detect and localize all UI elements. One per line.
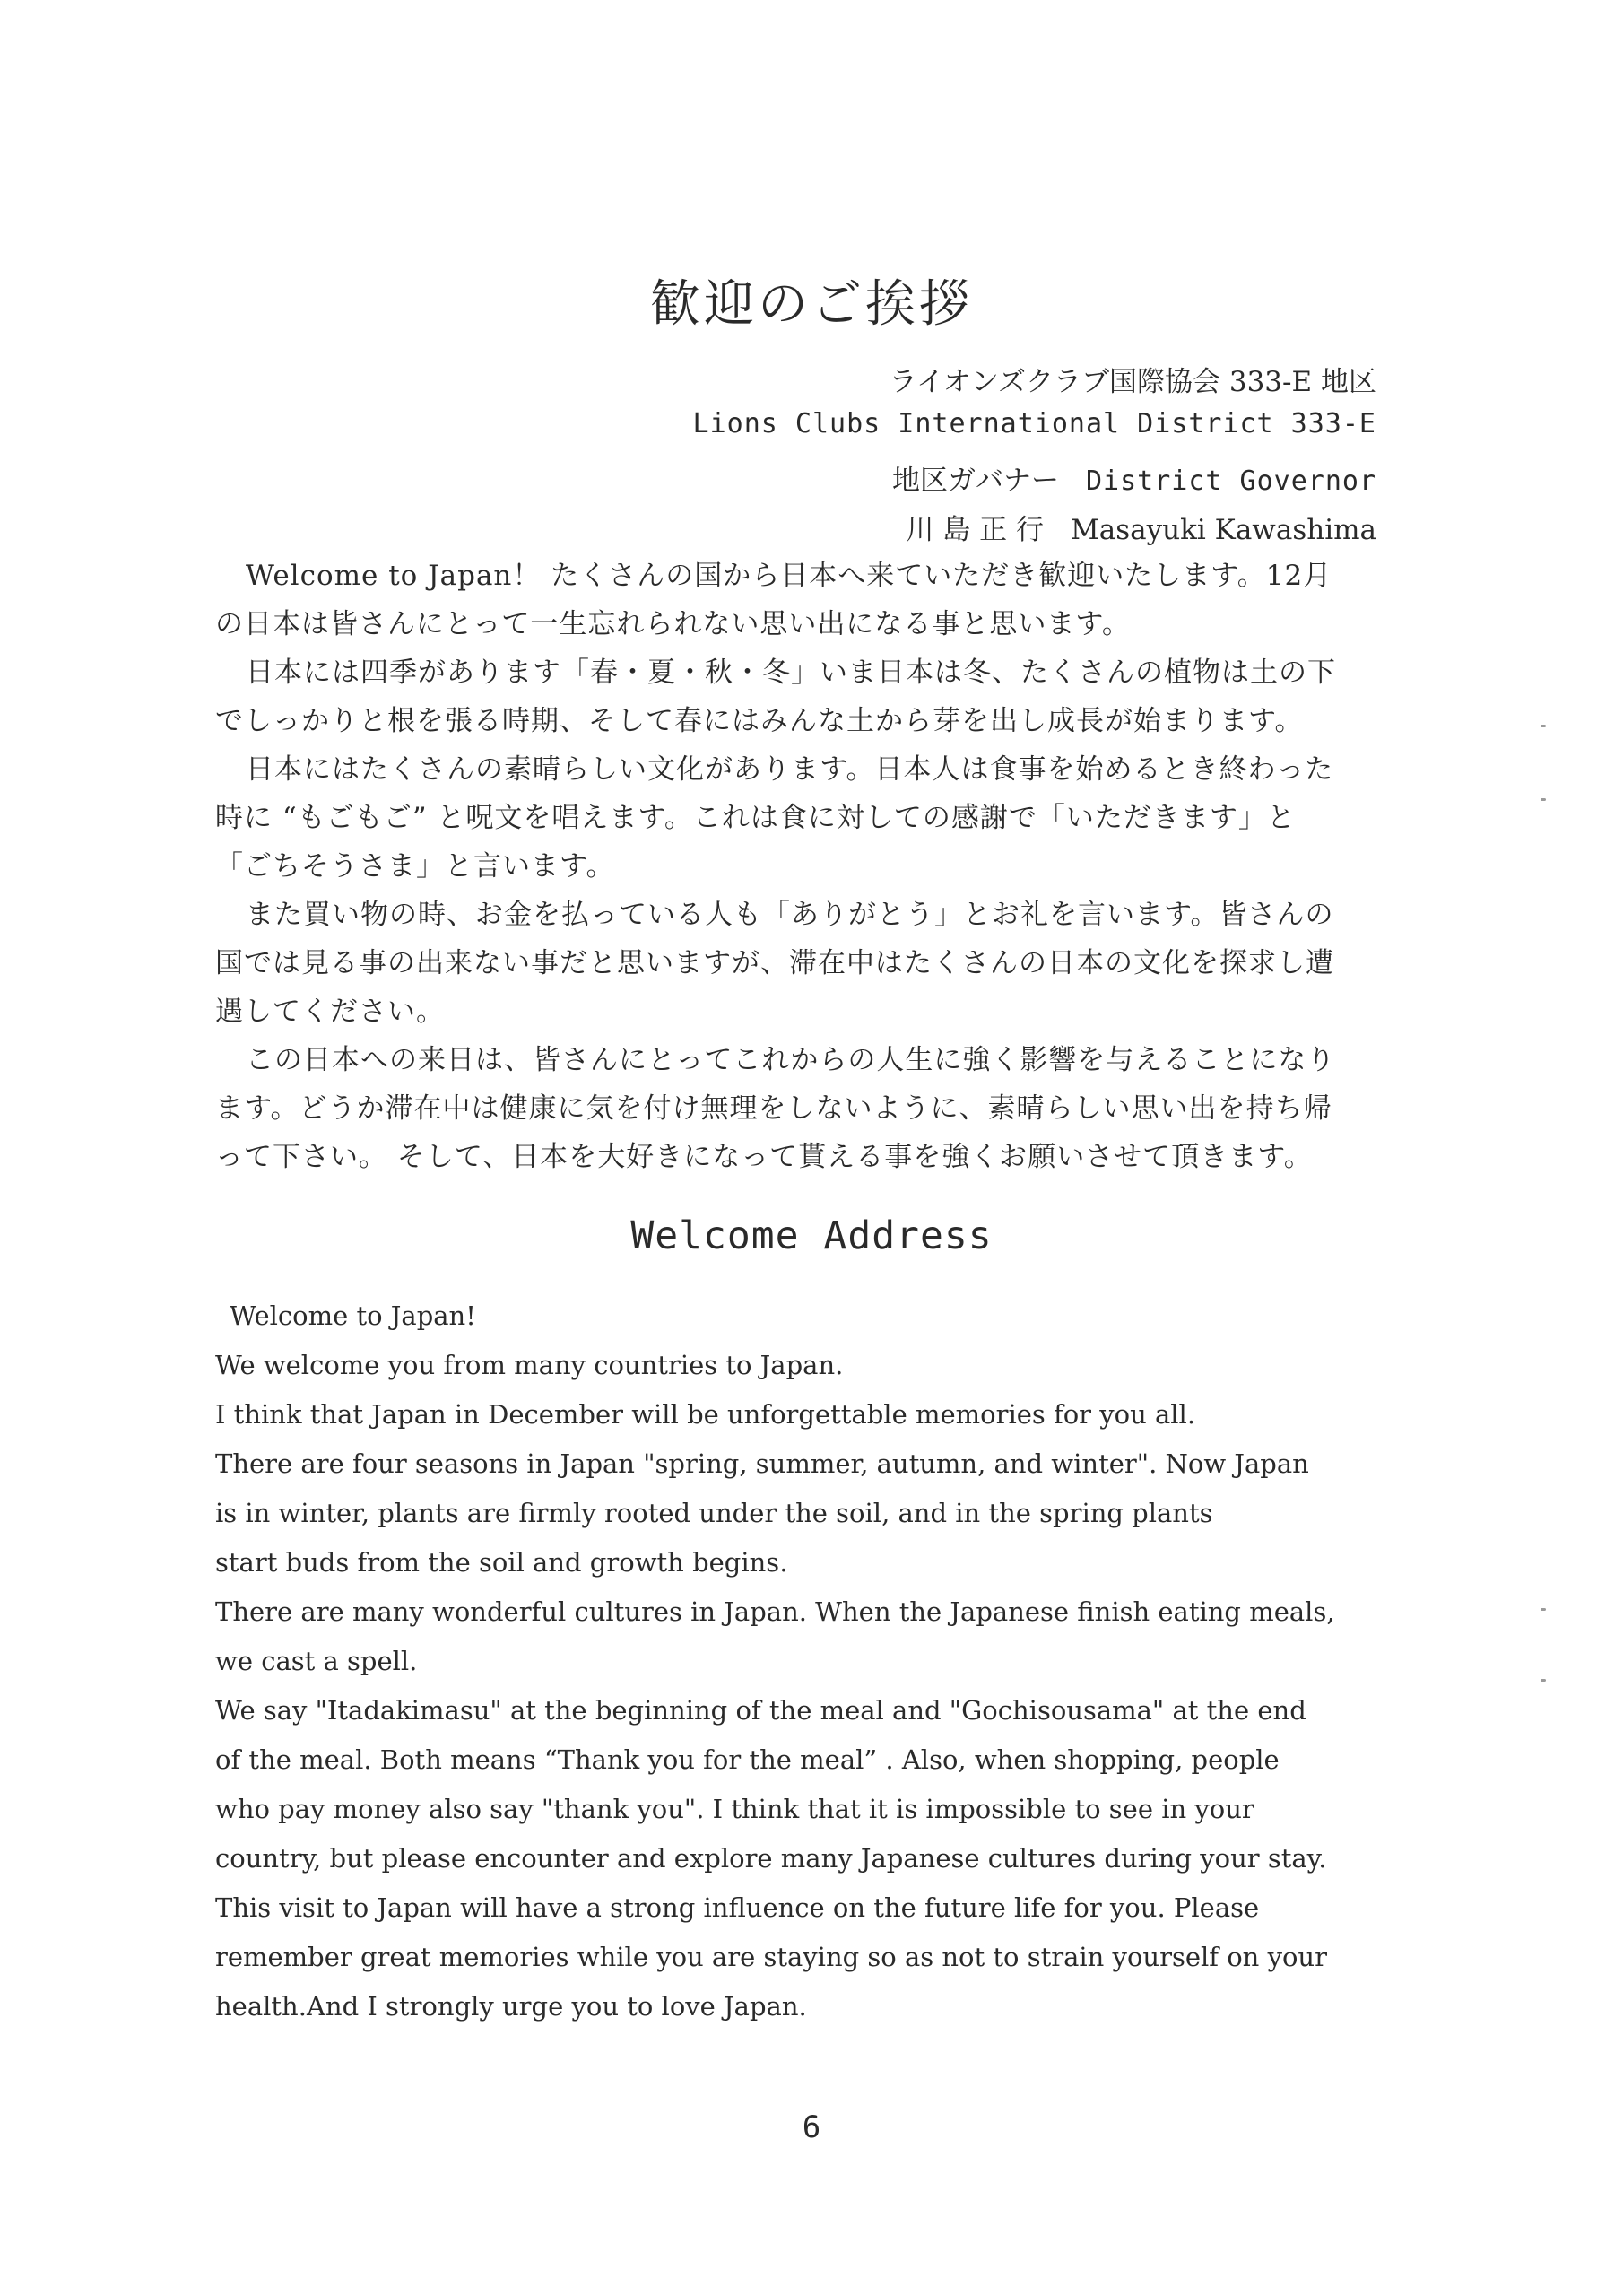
english-title: Welcome Address	[630, 1213, 993, 1258]
en-line: of the meal. Both means “Thank you for the meal” . Also, when shopping, people	[215, 1744, 1280, 1775]
scan-speck	[1541, 1679, 1546, 1682]
jp-line: 国では見る事の出来ない事だと思いますが、滞在中はたくさんの日本の文化を探求し遭	[215, 947, 1334, 979]
jp-line: でしっかりと根を張る時期、そして春にはみんな土から芽を出し成長が始まります。	[215, 705, 1304, 737]
en-line: remember great memories while you are staying so as not to strain yourself on your	[215, 1942, 1327, 1972]
en-line: There are many wonderful cultures in Japan. When the Japanese finish eating meals,	[215, 1596, 1335, 1627]
jp-line: また買い物の時、お金を払っている人も「ありがとう」とお礼を言います。皆さんの	[246, 899, 1334, 931]
role-japanese: 地区ガバナー	[891, 465, 1059, 497]
scan-speck	[1541, 798, 1546, 801]
jp-line: 遇してください。	[215, 996, 445, 1028]
japanese-title: 歓迎のご挨拶	[650, 275, 973, 334]
role-english: District Governor	[1085, 465, 1376, 497]
en-line: There are four seasons in Japan "spring, summer, autumn, and winter". Now Japan	[215, 1448, 1309, 1479]
name-english: Masayuki Kawashima	[1071, 514, 1376, 546]
jp-line: Welcome to Japan！ たくさんの国から日本へ来ていただき歓迎いたします。12月	[246, 560, 1332, 592]
page-number: 6	[802, 2109, 821, 2145]
en-line: I think that Japan in December will be unforgettable memories for you all.	[215, 1399, 1196, 1430]
name-japanese: 川 島 正 行	[906, 514, 1045, 546]
scan-speck	[1541, 1608, 1546, 1611]
jp-line: 「ごちそうさま」と言います。	[215, 850, 615, 883]
jp-line: の日本は皆さんにとって一生忘れられない思い出になる事と思います。	[215, 608, 1131, 640]
jp-line: ます。どうか滞在中は健康に気を付け無理をしないように、素晴らしい思い出を持ち帰	[215, 1092, 1332, 1125]
en-line: we cast a spell.	[215, 1646, 418, 1676]
en-line: We welcome you from many countries to Japan.	[215, 1350, 844, 1380]
jp-line: 日本にはたくさんの素晴らしい文化があります。日本人は食事を始めるとき終わった	[246, 753, 1334, 786]
organization-english: Lions Clubs International District 333-E	[692, 408, 1376, 439]
jp-line: この日本への来日は、皆さんにとってこれからの人生に強く影響を与えることになり	[246, 1044, 1336, 1076]
role-line	[892, 457, 1376, 498]
jp-line: って下さい。 そして、日本を大好きになって貰える事を強くお願いさせて頂きます。	[215, 1141, 1313, 1173]
japanese-body	[215, 552, 1381, 1181]
en-line: country, but please encounter and explore many Japanese cultures during your stay.	[215, 1843, 1327, 1874]
english-body	[215, 1292, 1381, 2031]
name-line	[906, 507, 1376, 547]
jp-line: 日本には四季があります「春・夏・秋・冬」いま日本は冬、たくさんの植物は土の下	[246, 657, 1336, 689]
jp-line: 時に “もごもご” と呪文を唱えます。これは食に対しての感謝で「いただきます」と	[215, 802, 1296, 834]
en-line: who pay money also say "thank you". I think that it is impossible to see in your	[215, 1794, 1254, 1824]
en-line: health.And I strongly urge you to love Japan.	[215, 1991, 807, 2022]
scan-speck	[1541, 725, 1546, 727]
en-line: This visit to Japan will have a strong influence on the future life for you. Please	[215, 1892, 1260, 1923]
en-line: is in winter, plants are firmly rooted under the soil, and in the spring plants	[215, 1498, 1213, 1528]
en-line: Welcome to Japan!	[230, 1300, 476, 1331]
organization-japanese: ライオンズクラブ国際協会 333-E 地区	[889, 366, 1376, 398]
en-line: We say "Itadakimasu" at the beginning of the meal and "Gochisousama" at the end	[215, 1695, 1306, 1726]
en-line: start buds from the soil and growth begins.	[215, 1547, 788, 1578]
